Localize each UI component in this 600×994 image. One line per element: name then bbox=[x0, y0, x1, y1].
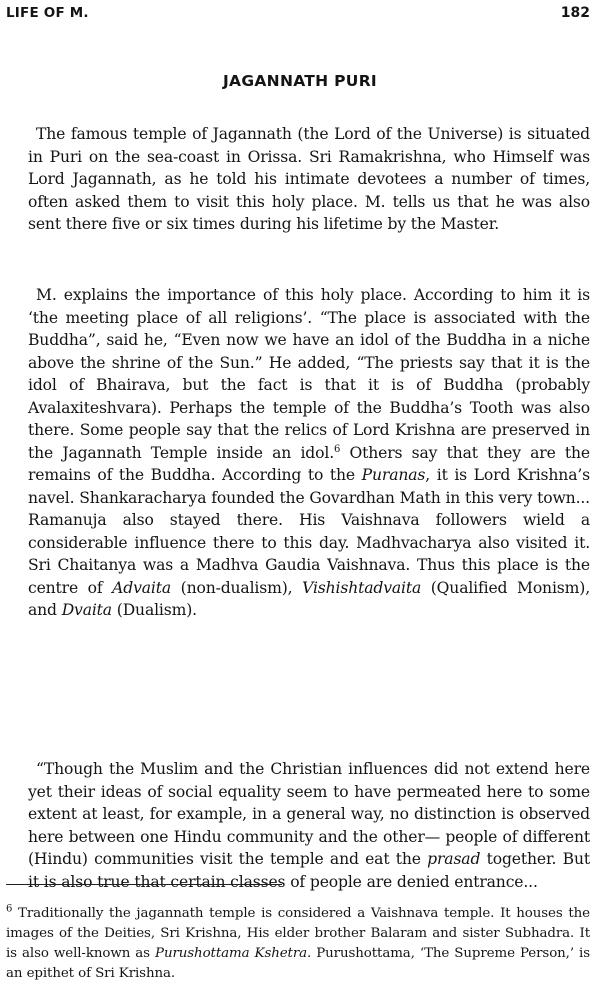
paragraph-2-text-c: , it is Lord Krishna’s navel. Shankaracharya founded the Govardhan Math in this very town... Ramanuja also stayed there. His Vaishnava followers wield a considerable influence there to this day. Madhvacharya also visited it. Sri Chaitanya was a Madhva Gaudia Vaishnava. Thus this place is the centre of bbox=[28, 466, 591, 597]
paragraph-2-text-f: (Dualism). bbox=[111, 601, 197, 619]
paragraph-3-text-a: “Though the Muslim and the Christian influences did not extend here yet their ideas of social equality seem to have permeated here to some extent at least, for example, in a general way, no distinction is observed here between one Hindu community and the other— people of different (Hindu) communities visit the temple and eat the bbox=[28, 760, 590, 868]
puranas-term: Puranas bbox=[361, 466, 426, 484]
paragraph-2-text-b: Others say that they are the remains of the Buddha. According to the bbox=[28, 443, 590, 484]
running-head bbox=[6, 5, 590, 25]
paragraph-3-text-b: together. But it is also true that certain classes of people are denied entrance... bbox=[28, 850, 590, 891]
chapter-title: JAGANNATH PURI bbox=[222, 72, 377, 90]
paragraph-2-text-a: M. explains the importance of this holy place. According to him it is ‘the meeting place of all religions’. “The place is associated with the Buddha”, said he, “Even now we have an idol of the Buddha in a niche above the shrine of the Sun.” He added, “The priests say that it is the idol of Bhairava, but the fact is that it is of Buddha (probably Avalaxiteshvara). Perhaps the temple of the Buddha’s Tooth was also there. Some people say that the relics of Lord Krishna are preserved in the Jagannath Temple inside an idol. bbox=[28, 286, 590, 462]
footnote-text-a: Traditionally the jagannath temple is considered a Vaishnava temple. It houses the images of the Deities, Sri Krishna, His elder brother Balaram and sister Subhadra. It is also well-known as bbox=[6, 906, 590, 961]
footnote-text-b: . Purushottama, ‘The Supreme Person,’ is an epithet of Sri Krishna. bbox=[6, 946, 591, 981]
page-number: 182 bbox=[560, 5, 590, 21]
paragraph-1-text: The famous temple of Jagannath (the Lord of the Universe) is situated in Puri on the sea-coast in Orissa. Sri Ramakrishna, who Himself was Lord Jagannath, as he told his intimate devotees a number of times, often asked them to visit this holy place. M. tells us that he was also sent there five or six times during his lifetime by the Master. bbox=[28, 125, 590, 233]
advaita-term: Advaita bbox=[112, 578, 172, 597]
paragraph-2 bbox=[28, 284, 590, 622]
paragraph-2-text-d: (non-dualism), bbox=[171, 578, 303, 597]
dvaita-term: Dvaita bbox=[61, 601, 112, 619]
purushottama-kshetra-term: Purushottama Kshetra bbox=[155, 946, 308, 961]
footnote bbox=[6, 904, 590, 984]
prasad-term: prasad bbox=[427, 850, 481, 868]
paragraph-2-text-e: (Qualified Monism), and bbox=[28, 578, 591, 619]
footnote-marker: 6 bbox=[6, 903, 13, 915]
paragraph-1 bbox=[28, 123, 590, 236]
footnote-reference[interactable]: 6 bbox=[334, 443, 341, 455]
footnote-divider bbox=[6, 884, 282, 885]
running-title: LIFE OF M. bbox=[6, 5, 89, 21]
paragraph-3 bbox=[28, 758, 590, 893]
vishishtadvaita-term: Vishishtadvaita bbox=[302, 578, 422, 597]
